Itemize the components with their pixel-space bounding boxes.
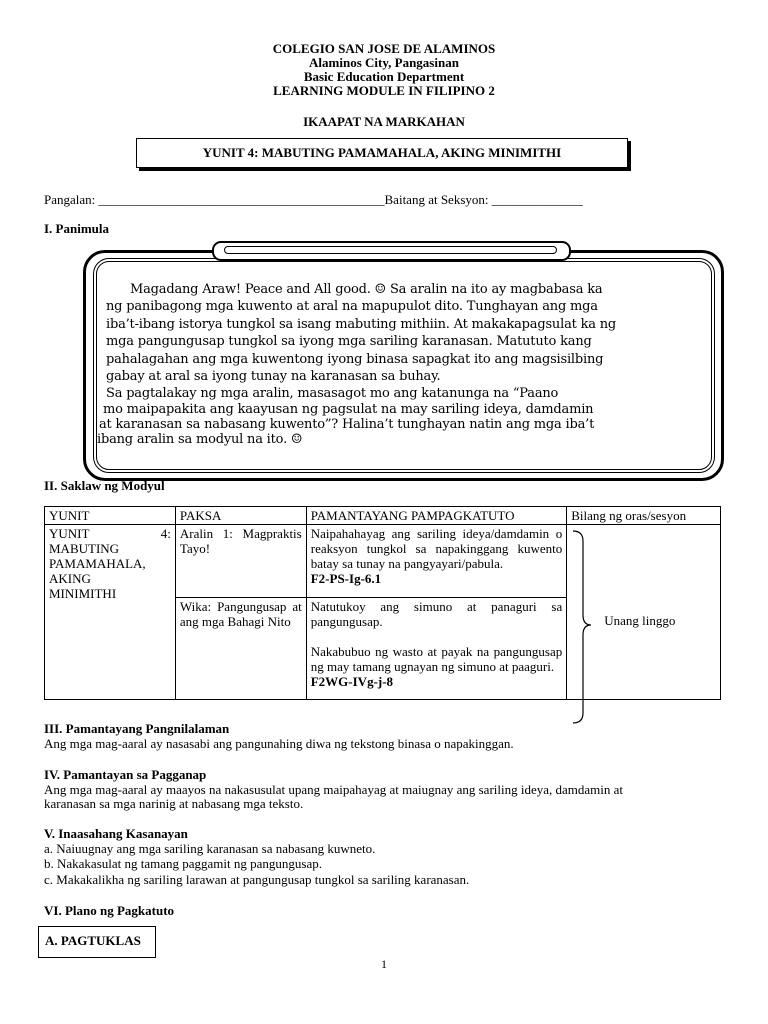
competency-text: Natutukoy ang simuno at panaguri sa pangungusap.: [310, 599, 563, 629]
unit-cell-line: YUNIT 4:: [49, 526, 171, 541]
module-title: LEARNING MODULE IN FILIPINO 2: [273, 83, 495, 98]
intro-line: at karanasan sa nabasang kuwento”? Halina’t tunghayan natin ang mga iba’t: [99, 417, 595, 432]
table-header-paksa: PAKSA: [175, 507, 306, 525]
intro-line: ng panibagong mga kuwento at aral na mapupulot dito. Tunghayan ang mga: [106, 299, 598, 314]
school-city: Alaminos City, Pangasinan: [309, 55, 459, 70]
pagtuklas-label: A. PAGTUKLAS: [45, 933, 141, 948]
competency-text: Naipahahayag ang sariling ideya/damdamin o reaksyon tungkol sa napakinggang kuwento batay sa tunay na pangyayari/pabula.: [310, 526, 563, 571]
competency-text: Nakabubuo ng wasto at payak na pangungusap ng may tamang ugnayan ng simuno at paaguri.: [310, 644, 563, 674]
pangnilalaman-text: Ang mga mag-aaral ay nasasabi ang pangunahing diwa ng tekstong binasa o napakinggan.: [44, 736, 514, 751]
pagganap-text: Ang mga mag-aaral ay maayos na nakasusulat upang maipahayag at maiugnay ang sariling ideya, damdamin at: [44, 782, 624, 797]
intro-line: mo maipapakita ang kaayusan ng pagsulat na may sariling ideya, damdamin: [103, 402, 594, 417]
competency-cell: [306, 598, 567, 700]
student-info-line: Pangalan: ____________________________________________Baitang at Seksyon: ______________: [44, 192, 583, 207]
kasanayan-item: c. Makakalikha ng sariling larawan at pangungusap tungkol sa sariling karanasan.: [44, 872, 470, 887]
section-kasanayan: V. Inaasahang Kasanayan: [44, 826, 188, 841]
section-pagganap: IV. Pamantayan sa Pagganap: [44, 767, 207, 782]
unit-cell-line: MABUTING: [49, 541, 120, 556]
intro-line: mga pangungusap tungkol sa iyong mga sariling karanasan. Matututo kang: [106, 334, 592, 349]
page-number: 1: [381, 957, 387, 971]
paksa-cell: Wika: Pangungusap at ang mga Bahagi Nito: [175, 598, 306, 700]
kasanayan-item: a. Naiuugnay ang mga sariling karanasan sa nabasang kuwneto.: [44, 841, 376, 856]
competency-code: F2WG-IVg-j-8: [310, 674, 394, 689]
section-plano: VI. Plano ng Pagkatuto: [44, 903, 175, 918]
competency-code: F2-PS-Ig-6.1: [310, 571, 382, 586]
unit-cell-line: MINIMITHI: [49, 586, 117, 601]
unit-title-box: YUNIT 4: MABUTING PAMAMAHALA, AKING MINIMITHI: [136, 138, 628, 168]
school-name: COLEGIO SAN JOSE DE ALAMINOS: [272, 41, 496, 56]
section-pangnilalaman: III. Pamantayang Pangnilalaman: [44, 721, 230, 736]
pagtuklas-box: [38, 926, 156, 958]
table-header-bilang: Bilang ng oras/sesyon: [567, 507, 721, 525]
quarter-title: IKAAPAT NA MARKAHAN: [303, 114, 465, 129]
table-header-row: [45, 507, 721, 525]
clipboard-clip-slot: [224, 246, 557, 254]
intro-line: Sa pagtalakay ng mga aralin, masasagot mo ang katanunga na “Paano: [106, 386, 559, 401]
intro-line: iba’t-ibang istorya tungkol sa isang mabuting mithiin. At makakapagsulat ka ng: [106, 317, 617, 332]
unit-cell-line: PAMAMAHALA,: [49, 556, 146, 571]
module-scope-table: [44, 506, 721, 700]
department: Basic Education Department: [303, 69, 465, 84]
intro-line: ibang aralin sa modyul na ito. ☺: [97, 432, 303, 447]
section-saklaw: II. Saklaw ng Modyul: [44, 478, 165, 493]
paksa-cell: Aralin 1: Magpraktis Tayo!: [175, 525, 306, 598]
intro-line: pahalagahan ang mga kuwentong iyong binasa sapagkat ito ang magsisilbing: [106, 352, 604, 367]
table-row: [45, 525, 721, 598]
table-header-pamantayan: PAMANTAYANG PAMPAGKATUTO: [306, 507, 567, 525]
intro-line: gabay at aral sa iyong tunay na karanasan sa buhay.: [106, 369, 441, 384]
unit-cell-line: AKING: [49, 571, 91, 586]
section-panimula: I. Panimula: [44, 221, 110, 236]
kasanayan-item: b. Nakakasulat ng tamang paggamit ng pangungusap.: [44, 856, 322, 871]
table-header-yunit: YUNIT: [45, 507, 176, 525]
session-label: Unang linggo: [604, 613, 676, 628]
competency-cell: [306, 525, 567, 598]
pagganap-text: karanasan sa mga narinig at nabasang mga teksto.: [44, 796, 304, 811]
session-cell: [567, 525, 721, 700]
unit-cell: [45, 525, 176, 700]
intro-line: Magadang Araw! Peace and All good. ☺ Sa aralin na ito ay magbabasa ka: [130, 282, 603, 297]
